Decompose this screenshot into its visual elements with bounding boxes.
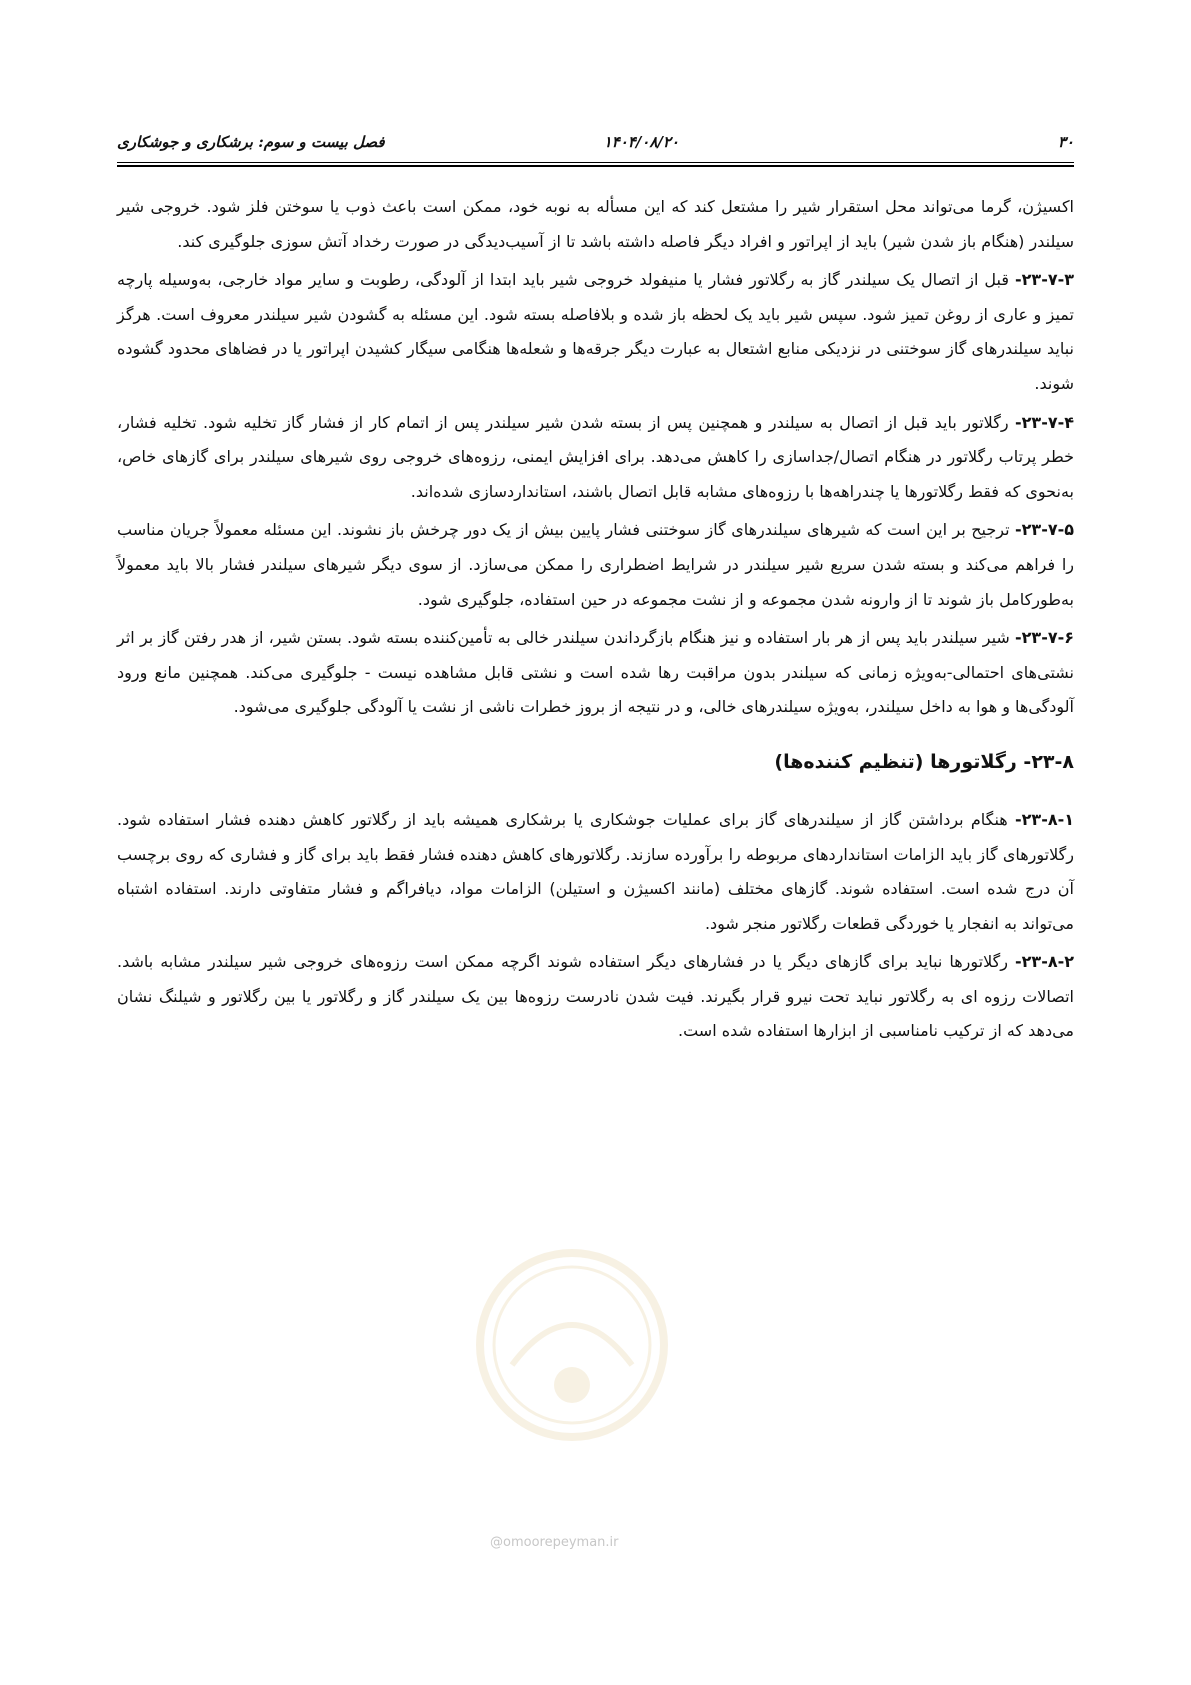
clause-number: ۲۳-۸-۲-: [1015, 952, 1074, 972]
chapter-title: فصل بیست و سوم: برشکاری و جوشکاری: [117, 133, 385, 151]
section-heading: ۲۳-۸- رگلاتورها (تنظیم کننده‌ها): [774, 750, 1074, 773]
paragraph-text: قبل از اتصال یک سیلندر گاز به رگلاتور فشار یا منیفولد خروجی شیر باید ابتدا از آلودگی، رطوبت و سایر مواد خارجی، به‌وسیله پارچه تمیز و عاری از روغن تمیز شود. سپس شیر باید یک لحظه باز شده و بلافاصله بسته شود. این مسئله به گشودن شیر سیلندر معروف است. هرگز نباید سیلندرهای گاز سوختنی در نزدیکی منابع اشتعال به عبارت دیگر جرقه‌ها و شعله‌ها هنگامی سیگار کشیدن اپراتور یا در فضاهای محدود گشوده شوند.: [117, 270, 1074, 393]
watermark-url: @omoorepeyman.ir: [490, 1535, 619, 1550]
paragraph: [117, 190, 1074, 259]
paragraph-text: رگلاتورها نباید برای گازهای دیگر یا در فشارهای دیگر استفاده شوند اگرچه ممکن است رزوه‌های خروجی شیر سیلندر مشابه باشد. اتصالات رزوه ای به رگلاتور نباید تحت نیرو قرار بگیرند. فیت شدن نادرست رزوه‌ها بین یک سیلندر گاز و رگلاتور یا بین رگلاتور و شیلنگ نشان می‌دهد که از ترکیب نامناسبی از ابزارها استفاده شده است.: [117, 952, 1074, 1041]
paragraph-text: ترجیح بر این است که شیرهای سیلندرهای گاز سوختنی فشار پایین بیش از یک دور چرخش باز نشوند. این مسئله معمولاً جریان مناسب را فراهم می‌کند و بسته شدن سریع شیر سیلندر در شرایط اضطراری را ممکن می‌سازد. از سوی دیگر شیرهای سیلندر فشار بالا باید معمولاً به‌طورکامل باز شوند تا از وارونه شدن مجموعه و از نشت مجموعه در حین استفاده، جلوگیری شود.: [117, 520, 1074, 609]
clause-number: ۲۳-۸-۱-: [1015, 809, 1074, 829]
paragraph-text: رگلاتور باید قبل از اتصال به سیلندر و همچنین پس از بسته شدن شیر سیلندر پس از اتمام کار از فشار گاز تخلیه شود. تخلیه فشار، خطر پرتاب رگلاتور در هنگام اتصال/جداسازی را کاهش می‌دهد. برای افزایش ایمنی، رزوه‌های خروجی روی شیرهای سیلندر برای گازهای خاص، به‌نحوی که فقط رگلاتورها یا چندراهه‌ها با رزوه‌های مشابه قابل اتصال باشند، استانداردسازی شده‌اند.: [117, 412, 1074, 501]
paragraph-text: هنگام برداشتن گاز از سیلندرهای گاز برای عملیات جوشکاری یا برشکاری همیشه باید از رگلاتور کاهش دهنده فشار استفاده شود. رگلاتورهای گاز باید الزامات استانداردهای مربوطه را برآورده سازند. رگلاتورهای کاهش دهنده فشار فقط باید برای گاز و فشاری که روی برچسب آن درج شده است. استفاده شوند. گازهای مختلف (مانند اکسیژن و استیلن) الزامات مواد، دیافراگم و فشار متفاوتی دارند. استفاده اشتباه می‌تواند به انفجار یا خوردگی قطعات رگلاتور منجر شود.: [117, 809, 1074, 933]
paragraph-23-7-6: [117, 621, 1074, 725]
header-date: ۱۴۰۴/۰۸/۲۰: [603, 133, 679, 151]
watermark-logo: [472, 1245, 672, 1445]
paragraph-23-8-2: [117, 945, 1074, 1049]
page-number: ۳۰: [1057, 133, 1074, 151]
paragraph-23-7-5: [117, 513, 1074, 617]
document-body: [117, 190, 1074, 1049]
paragraph-23-7-4: [117, 406, 1074, 510]
header-rule-thin: [117, 162, 1074, 163]
clause-number: ۲۳-۷-۳-: [1015, 270, 1074, 290]
header-rule-thick: [117, 165, 1074, 167]
clause-number: ۲۳-۷-۵-: [1015, 520, 1074, 540]
paragraph-text: اکسیژن، گرما می‌تواند محل استقرار شیر را مشتعل کند که این مسأله به نوبه خود، ممکن است باعث ذوب یا سوختن فلز شود. خروجی شیر سیلندر (هنگام باز شدن شیر) باید از اپراتور و افراد دیگر فاصله داشته باشد تا از آسیب‌دیدگی در صورت رخداد آتش سوزی جلوگیری کند.: [117, 197, 1074, 251]
clause-number: ۲۳-۷-۴-: [1015, 412, 1074, 432]
clause-number: ۲۳-۷-۶-: [1015, 628, 1074, 648]
paragraph-23-7-3: [117, 263, 1074, 401]
page-header: [117, 130, 1074, 170]
paragraph-23-8-1: [117, 803, 1074, 941]
paragraph-text: شیر سیلندر باید پس از هر بار استفاده و نیز هنگام بازگرداندن سیلندر خالی به تأمین‌کننده بسته شود. بستن شیر، از هدر رفتن گاز بر اثر نشتی‌های احتمالی-به‌ویژه زمانی که سیلندر بدون مراقبت رها شده است و نشتی قابل مشاهده نیست - جلوگیری می‌کند. همچنین مانع ورود آلودگی‌ها و هوا به داخل سیلندر، به‌ویژه سیلندرهای خالی، و در نتیجه از بروز خطرات ناشی از نشت یا آلودگی جلوگیری می‌شود.: [117, 628, 1074, 717]
